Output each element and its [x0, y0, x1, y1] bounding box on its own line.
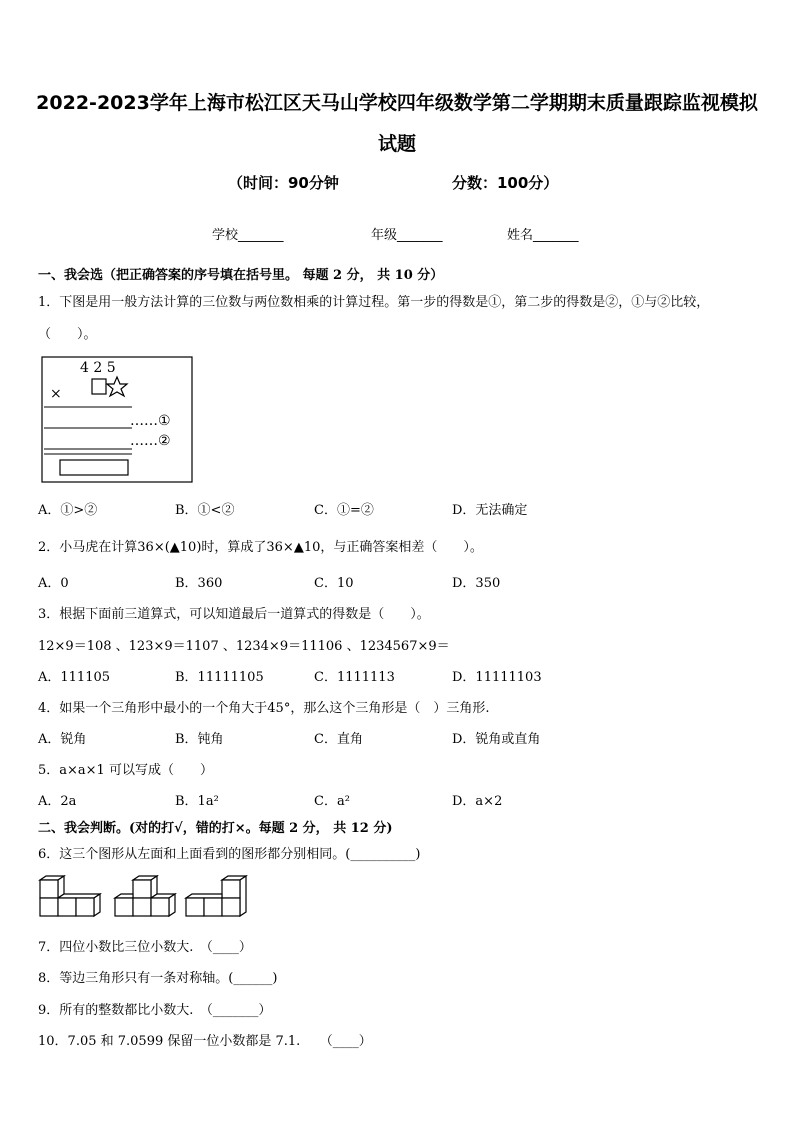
q10-text: 10．7.05 和 7.0599 保留一位小数都是 7.1. （____） [38, 1034, 372, 1049]
q5-text: 5．a×a×1 可以写成（ ） [38, 763, 213, 778]
q1-figure-times: × [50, 386, 62, 402]
q1-option-b[interactable]: B．①<② [175, 503, 235, 518]
q1-option-a[interactable]: A．①>② [38, 503, 98, 518]
q6-text: 6．这三个图形从左面和上面看到的图形都分别相同。(__________) [38, 847, 421, 862]
q1-option-c[interactable]: C．①=② [314, 503, 374, 518]
q4-option-d[interactable]: D．锐角或直角 [452, 732, 541, 747]
q3-option-b[interactable]: B．11111105 [175, 670, 264, 685]
section2-heading: 二、我会判断。(对的打√，错的打×。每题 2 分， 共 12 分) [38, 821, 393, 836]
q1-text-line2: （ ）。 [38, 327, 97, 342]
q2-option-a[interactable]: A．0 [38, 576, 69, 591]
q1-text-line1: 1．下图是用一般方法计算的三位数与两位数相乘的计算过程。第一步的得数是①，第二步的得数是②，①与②比较， [38, 295, 710, 310]
q2-option-d[interactable]: D．350 [452, 576, 501, 591]
q2-option-c[interactable]: C．10 [314, 576, 354, 591]
q4-option-b[interactable]: B．钝角 [175, 732, 224, 747]
q4-option-c[interactable]: C．直角 [314, 732, 363, 747]
q4-text: 4．如果一个三角形中最小的一个角大于45°，那么这个三角形是（ ）三角形. [38, 701, 490, 716]
exam-score: 分数：100分） [452, 174, 559, 192]
q3-text: 3．根据下面前三道算式，可以知道最后一道算式的得数是（ ）。 [38, 607, 430, 622]
q3-formula: 12×9＝108 、123×9＝1107 、1234×9＝11106 、1234567×9＝ [38, 639, 450, 654]
q3-option-c[interactable]: C．1111113 [314, 670, 395, 685]
exam-time: （时间：90分钟 [228, 174, 339, 192]
section1-heading: 一、我会选（把正确答案的序号填在括号里。 每题 2 分， 共 10 分） [38, 268, 444, 283]
answer-box [60, 460, 128, 475]
name-field[interactable]: 姓名_______ [507, 228, 579, 243]
q8-text: 8．等边三角形只有一条对称轴。(______) [38, 971, 278, 986]
q5-option-b[interactable]: B．1a² [175, 794, 219, 809]
q4-option-a[interactable]: A．锐角 [38, 732, 87, 747]
star-icon [107, 377, 127, 396]
q6-cube-figures [36, 872, 252, 922]
q1-multiplication-figure [40, 355, 196, 485]
q5-option-c[interactable]: C．a² [314, 794, 350, 809]
page-title-line1: 2022-2023学年上海市松江区天马山学校四年级数学第二学期期末质量跟踪监视模拟 [36, 92, 758, 114]
q2-text: 2．小马虎在计算36×(▲10)时，算成了36×▲10，与正确答案相差（ ）。 [38, 540, 483, 555]
q9-text: 9．所有的整数都比小数大. （_______） [38, 1003, 272, 1018]
q7-text: 7．四位小数比三位小数大. （____） [38, 940, 252, 955]
q1-figure-digits: 4 2 5 [80, 360, 116, 376]
q1-figure-mark1: ……① [130, 413, 171, 429]
q3-option-d[interactable]: D．11111103 [452, 670, 542, 685]
q1-figure-mark2: ……② [130, 433, 171, 449]
q3-option-a[interactable]: A．111105 [38, 670, 111, 685]
q2-option-b[interactable]: B．360 [175, 576, 223, 591]
grade-field[interactable]: 年级_______ [371, 228, 443, 243]
q5-option-a[interactable]: A．2a [38, 794, 77, 809]
school-field[interactable]: 学校_______ [212, 228, 284, 243]
q1-option-d[interactable]: D．无法确定 [452, 503, 528, 518]
page-title-line2: 试题 [377, 133, 416, 155]
square-icon [92, 379, 106, 394]
q5-option-d[interactable]: D．a×2 [452, 794, 503, 809]
